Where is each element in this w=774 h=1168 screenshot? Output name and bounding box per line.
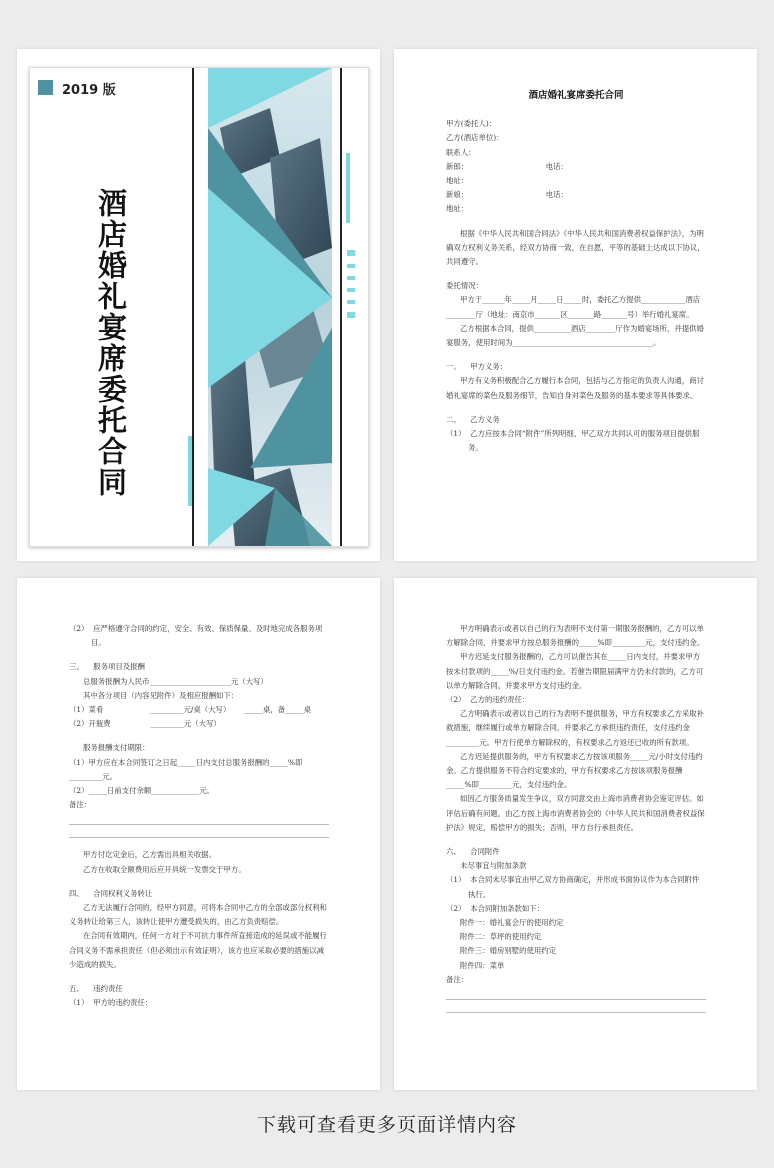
paragraph: 乙方在收取全额费用后应开具统一发票交于甲方。 [83,864,246,874]
cover-title: 酒店婚礼宴席委托合同 [94,188,128,498]
cover-line-left [192,68,194,546]
document-body [446,89,706,455]
cover-accent-bar [346,153,350,223]
list-item: （1）甲方应在本合同签订之日起_____日内支付总服务报酬的_____%即_________元。 [69,757,303,781]
document-body [69,622,329,1010]
section-heading: 一、 甲方义务： [446,362,508,372]
cover-sheet [29,67,369,547]
party-line: 地址： [446,204,469,214]
list-item: （2） 乙方的违约责任： [446,695,530,705]
section-heading: 六、 合同附件 [446,847,500,857]
paragraph: 根据《中华人民共和国合同法》《中华人民共和国消费者权益保护法》，为明确双方权利义务关系，经双方协商一致，在自愿，平等的基础上达成以下协议，共同遵守。 [446,228,705,267]
list-item: （1）菜肴 _________元/桌（大写） _____桌，备_____桌 [69,705,311,715]
document-page-3 [394,578,757,1090]
footer-caption: 下载可查看更多页面详情内容 [256,1114,517,1136]
blank-line [446,1000,706,1013]
document-page-1 [394,49,757,561]
paragraph: 甲方有义务积极配合乙方履行本合同，包括与乙方指定的负责人沟通，商讨婚礼宴席的菜色及服务细节，告知自身对菜色及服务的基本要求等具体要求。 [446,376,704,400]
paragraph: 如因乙方服务质量发生争议，双方同意交由上海市消费者协会鉴定评估。如评估后确有问题，由乙方按上海市消费者协会的《中华人民共和国消费者权益保护法》规定，赔偿甲方的损失；否则，甲方自行承担责任。 [446,794,705,832]
blank-line [69,812,329,825]
cover-page [17,49,380,561]
blank-line [69,825,329,838]
remark-label: 备注： [69,800,92,810]
party-line: 新郎： 电话： [446,161,568,171]
list-item: （2） 本合同附加条款如下： [446,903,545,913]
document-page-2 [17,578,380,1090]
blank-line [446,987,706,1000]
section-heading: 五、 违约责任 [69,984,123,994]
paragraph: 服务报酬支付期限： [83,743,150,753]
paragraph: 乙方根据本合同，提供__________酒店________厅作为婚宴场所，并提供婚宴服务，使用时间为______________________________________。 [446,323,704,348]
paragraph: 乙方迟延提供服务的，甲方有权要求乙方按该项服务_____元/小时支付违约金。乙方提供服务不符合约定要求的，甲方有权要求乙方按该项服务报酬_____%即_________元，支付违约金。 [446,751,703,790]
paragraph: 甲方于______年_____月_____日_____时，委托乙方提供____________酒店________厅（地址：南京市_______区_______路_______号）举行婚礼宴席。 [446,295,701,319]
edition-label: 2019 版 [62,83,116,98]
cover-line-right [340,68,342,546]
paragraph: 甲方明确表示或者以自己的行为表明不支付第一期服务报酬的，乙方可以单方解除合同，并要求甲方按总服务报酬的_____%即_________元，支付违约金。 [446,624,705,648]
document-title: 酒店婚礼宴席委托合同 [528,90,624,101]
paragraph: 甲方迟延支付服务报酬的，乙方可以催告其在_____日内支付，并要求甲方按未付款项的_____%/日支付违约金。若催告期限届满甲方仍未付款的，乙方可以单方解除合同，并要求甲方支付违约金。 [446,652,704,690]
section-heading: 委托情况： [446,281,483,291]
attachment-item: 附件一：婚礼宴会厅的使用约定 [460,918,564,928]
list-item: （2）开瓶费 _________元（大写） [69,719,221,729]
remark-label: 备注： [446,974,469,984]
section-heading: 三、 服务项目及报酬 [69,662,145,672]
list-item: （1） 甲方的违约责任： [69,998,153,1008]
attachment-item: 附件三：婚房别墅的使用约定 [460,946,557,956]
section-heading: 四、 合同权利义务转让 [69,888,153,898]
cover-accent-bar [188,436,192,506]
list-item: （1） 本合同未尽事宜由甲乙双方协商确定，并形成书面协议作为本合同附件执行。 [446,875,700,899]
party-line: 甲方(委托人)： [446,119,497,129]
paragraph: 在合同有效期内，任何一方对于不可抗力事件所直接造成的延误或不能履行合同义务不需承担责任（但必须出示有效证明），该方也应采取必要的措施以减少造成的损失。 [69,931,327,969]
list-item: （2） 应严格遵守合同的约定，安全、有效、保质保量、及时地完成各服务项目。 [69,624,323,648]
party-line: 新娘： 电话： [446,190,568,200]
party-line: 乙方(酒店单位)： [446,133,504,143]
paragraph: 甲方付讫定金后，乙方需出具相关收据。 [83,850,217,860]
section-heading: 二、 乙方义务 [446,414,500,424]
list-item: （1） 乙方应按本合同“附件”所列明细，甲乙双方共同认可的服务项目提供服务。 [446,429,700,453]
paragraph: 其中各分项目（内容见附件）及相应报酬如下： [83,690,239,700]
paragraph: 乙方明确表示或者以自己的行为表明不提供服务，甲方有权要求乙方采取补救措施，继续履行或单方解除合同，并要求乙方承担违约责任，支付违约金_________元。甲方行使单方解除权的，有权要求乙方返还已收的所有款项。 [446,709,704,747]
paragraph: 乙方无法履行合同的，经甲方同意，可将本合同中乙方的全部或部分权利和义务转让给第三人，该转让使甲方遭受损失的，由乙方负责赔偿。 [69,903,327,927]
list-item: （2）_____日前支付余额_____________元。 [69,786,215,796]
party-line: 联系人： [446,147,476,157]
document-body [446,622,706,1013]
cover-geometric-art [30,68,368,546]
paragraph: 未尽事宜与附加条款 [460,861,527,871]
party-line: 地址： [446,176,469,186]
attachment-item: 附件二：草坪的使用约定 [460,932,542,942]
attachment-item: 附件四：菜单 [460,960,505,970]
paragraph: 总服务报酬为人民币______________________元（大写） [83,676,268,686]
